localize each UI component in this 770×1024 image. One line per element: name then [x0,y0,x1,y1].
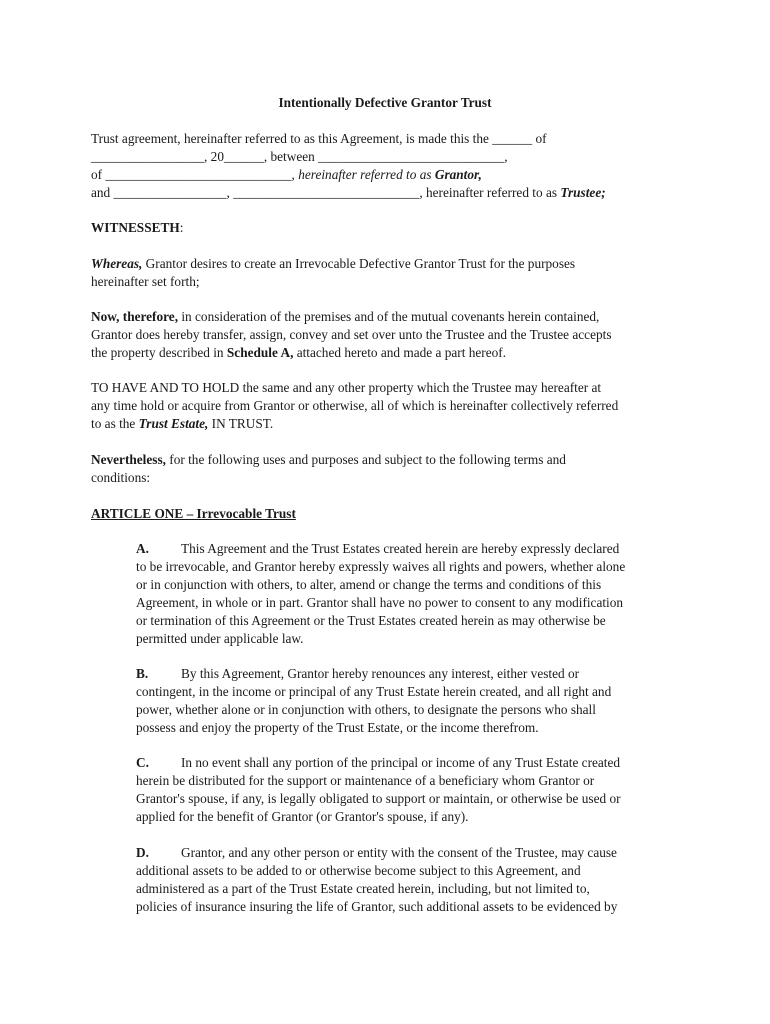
item-line: policies of insurance insuring the life of Grantor, such additional assets to be evidenced by [136,899,618,914]
item-line: applied for the benefit of Grantor (or Grantor's spouse, if any). [136,809,469,824]
whereas-lead: Whereas, [91,256,143,271]
article-item-b [136,665,681,737]
trustee-term: Trustee; [560,185,606,200]
schedule-a-term: Schedule A, [226,345,294,360]
item-line: administered as a part of the Trust Estate created herein, including, but not limited to, [136,881,590,896]
item-text: Grantor, and any other person or entity with the consent of the Trustee, may cause [181,845,617,860]
witnesseth-colon: : [179,220,184,235]
whereas-text: Grantor desires to create an Irrevocable Defective Grantor Trust for the purposes [142,256,576,271]
to-have-text: IN TRUST. [208,416,274,431]
grantor-term: Grantor, [434,167,482,182]
item-line: additional assets to be added to or otherwise become subject to this Agreement, and [136,863,581,878]
item-line: or in conjunction with others, to alter, amend or change the terms and conditions of this [136,577,602,592]
intro-italic: hereinafter referred to as [298,167,435,182]
intro-line: Trust agreement, hereinafter referred to as this Agreement, is made this the ______ of [91,131,547,146]
item-line: possess and enjoy the property of the Trust Estate, or the income therefrom. [136,720,539,735]
item-line: Grantor's spouse, if any, is legally obligated to support or maintain, or otherwise be used or [136,791,621,806]
intro-paragraph [91,130,681,202]
article-item-c [136,754,681,826]
item-text: By this Agreement, Grantor hereby renounces any interest, either vested or [181,666,580,681]
intro-line [91,184,681,202]
nevertheless-line: conditions: [91,470,151,485]
now-therefore-line: Grantor does hereby transfer, assign, convey and set over unto the Trustee and the Trustee accepts [91,327,612,342]
article-item-d [136,844,681,916]
witnesseth-label: WITNESSETH [91,220,180,235]
item-line: or termination of this Agreement or the Trust Estates created herein as may otherwise be [136,613,606,628]
article-one-heading [91,505,681,523]
nevertheless-text: for the following uses and purposes and subject to the following terms and [165,452,566,467]
now-therefore-text: the property described in [91,345,227,360]
whereas-paragraph [91,255,681,291]
nevertheless-paragraph [91,451,681,487]
item-label: B. [136,666,149,681]
article-item-a [136,540,681,648]
article-heading: ARTICLE ONE – Irrevocable Trust [91,506,296,521]
to-have-line: TO HAVE AND TO HOLD the same and any other property which the Trustee may hereafter at [91,380,602,395]
item-label: D. [136,845,149,860]
to-have-text: to as the [91,416,139,431]
now-therefore-lead: Now, therefore, [91,309,179,324]
item-label: A. [136,541,149,556]
item-line: Agreement, in whole or in part. Grantor shall have no power to consent to any modification [136,595,624,610]
nevertheless-lead: Nevertheless, [91,452,166,467]
now-therefore-text: in consideration of the premises and of the mutual covenants herein contained, [178,309,600,324]
item-line: contingent, in the income or principal of any Trust Estate herein created, and all right and [136,684,612,699]
intro-text: of ____________________________, [91,167,299,182]
item-line: permitted under applicable law. [136,631,304,646]
item-line: power, whether alone or in conjunction with others, to designate the persons who shall [136,702,596,717]
document-title: Intentionally Defective Grantor Trust [278,95,492,110]
intro-line: _________________, 20______, between ____________________________, [91,149,508,164]
item-text: In no event shall any portion of the principal or income of any Trust Estate created [181,755,621,770]
witnesseth-heading [91,219,681,237]
to-have-line: any time hold or acquire from Grantor or otherwise, all of which is hereinafter collectively referred [91,398,619,413]
item-label: C. [136,755,149,770]
now-therefore-text: attached hereto and made a part hereof. [293,345,507,360]
trust-estate-term: Trust Estate, [138,416,209,431]
item-line: herein be distributed for the support or maintenance of a beneficiary whom Grantor or [136,773,595,788]
item-line: to be irrevocable, and Grantor hereby expressly waives all rights and powers, whether alone [136,559,626,574]
intro-line [91,166,681,184]
whereas-line: hereinafter set forth; [91,274,200,289]
item-text: This Agreement and the Trust Estates created herein are hereby expressly declared [181,541,620,556]
intro-text: and _________________, ____________________________, hereinafter referred to as [91,185,561,200]
now-therefore-paragraph [91,308,681,362]
to-have-paragraph [91,379,681,433]
